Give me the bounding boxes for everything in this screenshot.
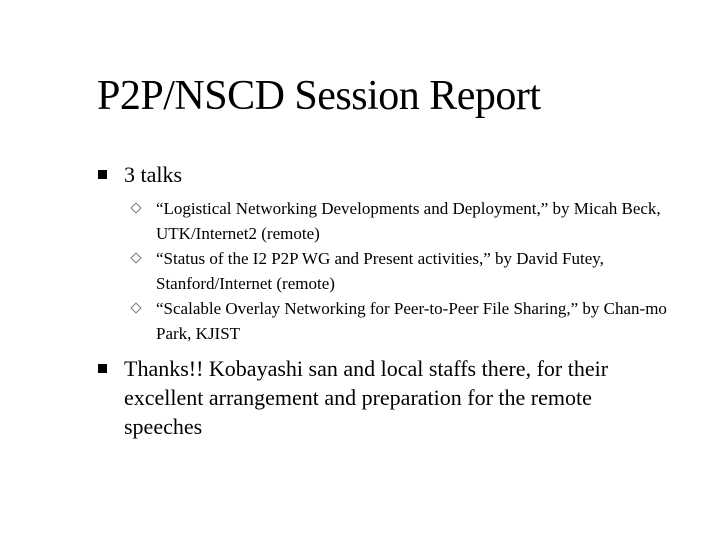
- list-item-talk-1: [156, 196, 701, 246]
- square-bullet-icon: [98, 364, 107, 373]
- bullet-thanks-text: Thanks!! Kobayashi san and local staffs there, for their excellent arrangement and preparation for the remote speeches: [124, 356, 609, 439]
- talk-2-text: “Status of the I2 P2P WG and Present activities,” by David Futey, Stanford/Internet (remote): [156, 249, 604, 293]
- bullet-talks-text: 3 talks: [124, 162, 183, 187]
- list-item-talk-2: [156, 246, 701, 296]
- talks-list: [156, 196, 701, 346]
- diamond-bullet-icon: [130, 252, 141, 263]
- square-bullet-icon: [98, 170, 107, 179]
- bullet-thanks: [124, 354, 669, 441]
- talk-1-text: “Logistical Networking Developments and Deployment,” by Micah Beck, UTK/Internet2 (remote): [156, 199, 661, 243]
- diamond-bullet-icon: [130, 302, 141, 313]
- slide-title: P2P/NSCD Session Report: [97, 73, 541, 119]
- diamond-bullet-icon: [130, 202, 141, 213]
- talk-3-text: “Scalable Overlay Networking for Peer-to-Peer File Sharing,” by Chan-mo Park, KJIST: [156, 299, 667, 343]
- list-item-talk-3: [156, 296, 701, 346]
- bullet-talks: [124, 160, 684, 189]
